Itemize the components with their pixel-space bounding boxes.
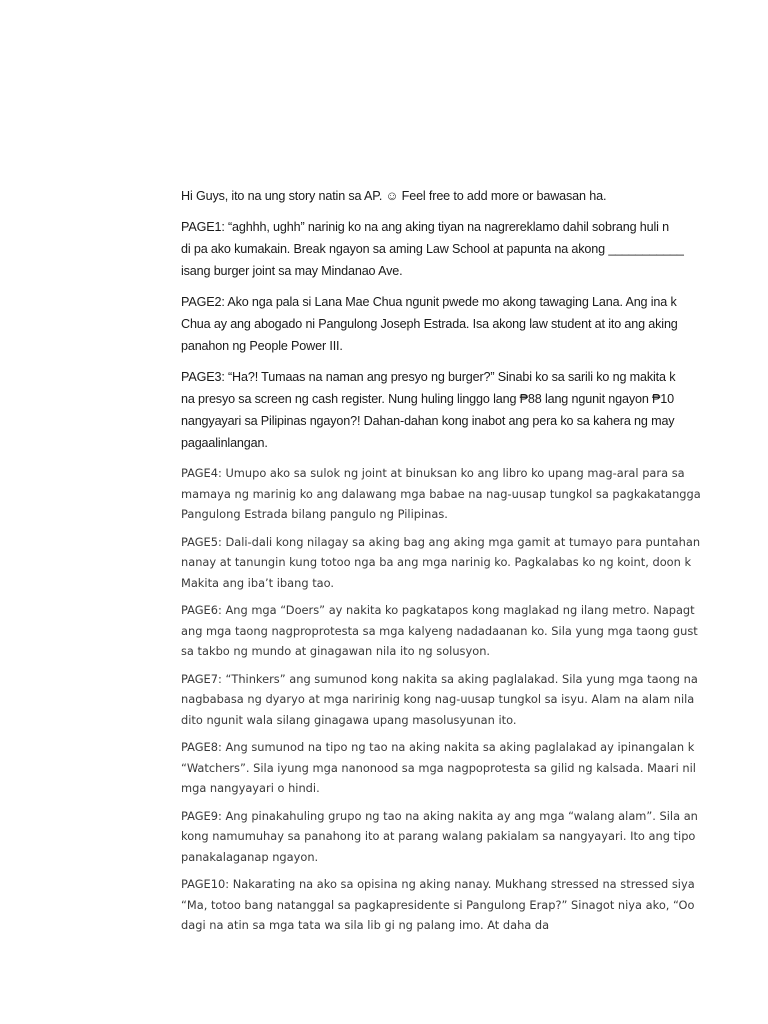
- paragraph-line: PAGE6: Ang mga “Doers” ay nakita ko pagkatapos kong maglakad ng ilang metro. Napagt: [181, 603, 695, 617]
- paragraph-line: PAGE7: “Thinkers” ang sumunod kong nakita sa aking paglalakad. Sila yung mga taong na: [181, 671, 698, 686]
- page6-paragraph: [181, 600, 698, 662]
- page5-paragraph: [181, 532, 701, 594]
- intro-paragraph: [181, 185, 686, 207]
- paragraph-line: kong namumuhay sa panahong ito at parang walang pakialam sa nangyayari. Ito ang tipo: [181, 829, 696, 843]
- paragraph-line: Makita ang iba’t ibang tao.: [181, 575, 335, 590]
- paragraph-line: mamaya ng marinig ko ang dalawang mga babae na nag-uusap tungkol sa pagkakatangga: [181, 486, 701, 501]
- paragraph-line: PAGE10: Nakarating na ako sa opisina ng aking nanay. Mukhang stressed na stressed siya: [181, 877, 695, 891]
- paragraph-line: Pangulong Estrada bilang pangulo ng Pilipinas.: [181, 507, 448, 521]
- paragraph-line: nagbabasa ng dyaryo at mga naririnig kong nag-uusap tungkol sa isyu. Alam na alam nila: [181, 692, 695, 706]
- page1-paragraph: [181, 216, 686, 282]
- paragraph-line: PAGE3: “Ha?! Tumaas na naman ang presyo ng burger?” Sinabi ko sa sarili ko ng makita k: [181, 370, 676, 384]
- paragraph-line: mga nangyayari o hindi.: [181, 781, 320, 795]
- paragraph-line: na presyo sa screen ng cash register. Nung huling linggo lang ₱88 lang ngunit ngayon ₱10: [181, 392, 674, 406]
- page3-paragraph: [181, 366, 686, 454]
- document-body: [181, 185, 701, 932]
- paragraph-line: PAGE1: “aghhh, ughh” narinig ko na ang aking tiyan na nagrereklamo dahil sobrang huli n: [181, 220, 669, 234]
- page4-paragraph: [181, 463, 701, 525]
- paragraph-line: PAGE4: Umupo ako sa sulok ng joint at binuksan ko ang libro ko upang mag-aral para sa: [181, 466, 685, 480]
- page8-paragraph: [181, 737, 696, 799]
- paragraph-line: isang burger joint sa may Mindanao Ave.: [181, 264, 403, 278]
- paragraph-line: PAGE2: Ako nga pala si Lana Mae Chua ngunit pwede mo akong tawaging Lana. Ang ina k: [181, 295, 677, 309]
- page7-paragraph: [181, 669, 698, 731]
- paragraph-line: sa takbo ng mundo at ginagawan nila ito ng solusyon.: [181, 644, 491, 658]
- page10-paragraph: [181, 874, 695, 936]
- paragraph-line: panakalaganap ngayon.: [181, 849, 319, 864]
- paragraph-line: nangyayari sa Pilipinas ngayon?! Dahan-dahan kong inabot ang pera ko sa kahera ng may: [181, 414, 675, 428]
- paragraph-line: PAGE9: Ang pinakahuling grupo ng tao na aking nakita ay ang mga “walang alam”. Sila an: [181, 808, 698, 823]
- paragraph-line: dagi na atin sa mga tata wa sila lib gi ng palang imo. At daha da: [181, 918, 550, 932]
- paragraph-line: pagaalinlangan.: [181, 436, 268, 450]
- paragraph-line: di pa ako kumakain. Break ngayon sa aming Law School at papunta na akong ___________: [181, 242, 684, 256]
- paragraph-line: PAGE8: Ang sumunod na tipo ng tao na aking nakita sa aking paglalakad ay ipinangalan k: [181, 740, 695, 754]
- paragraph-line: PAGE5: Dali-dali kong nilagay sa aking bag ang aking mga gamit at tumayo para puntahan: [181, 534, 701, 549]
- paragraph-line: “Watchers”. Sila iyung mga nanonood sa mga nagpoprotesta sa gilid ng kalsada. Maari nil: [181, 760, 696, 775]
- paragraph-line: nanay at tanungin kung totoo nga ba ang mga narinig ko. Pagkalabas ko ng koint, doon k: [181, 555, 692, 569]
- paragraph-line: dito ngunit wala silang ginagawa upang masolusyunan ito.: [181, 712, 517, 727]
- paragraph-line: Chua ay ang abogado ni Pangulong Joseph Estrada. Isa akong law student at ito ang aking: [181, 317, 678, 331]
- page2-paragraph: [181, 291, 686, 357]
- paragraph-line: ang mga taong nagproprotesta sa mga kalyeng nadadaanan ko. Sila yung mga taong gust: [181, 623, 698, 638]
- intro-line: Hi Guys, ito na ung story natin sa AP. ☺ Feel free to add more or bawasan ha.: [181, 189, 607, 203]
- page9-paragraph: [181, 806, 698, 868]
- paragraph-line: “Ma, totoo bang natanggal sa pagkapresidente si Pangulong Erap?” Sinagot niya ako, “Oo: [181, 897, 695, 912]
- paragraph-line: panahon ng People Power III.: [181, 339, 343, 353]
